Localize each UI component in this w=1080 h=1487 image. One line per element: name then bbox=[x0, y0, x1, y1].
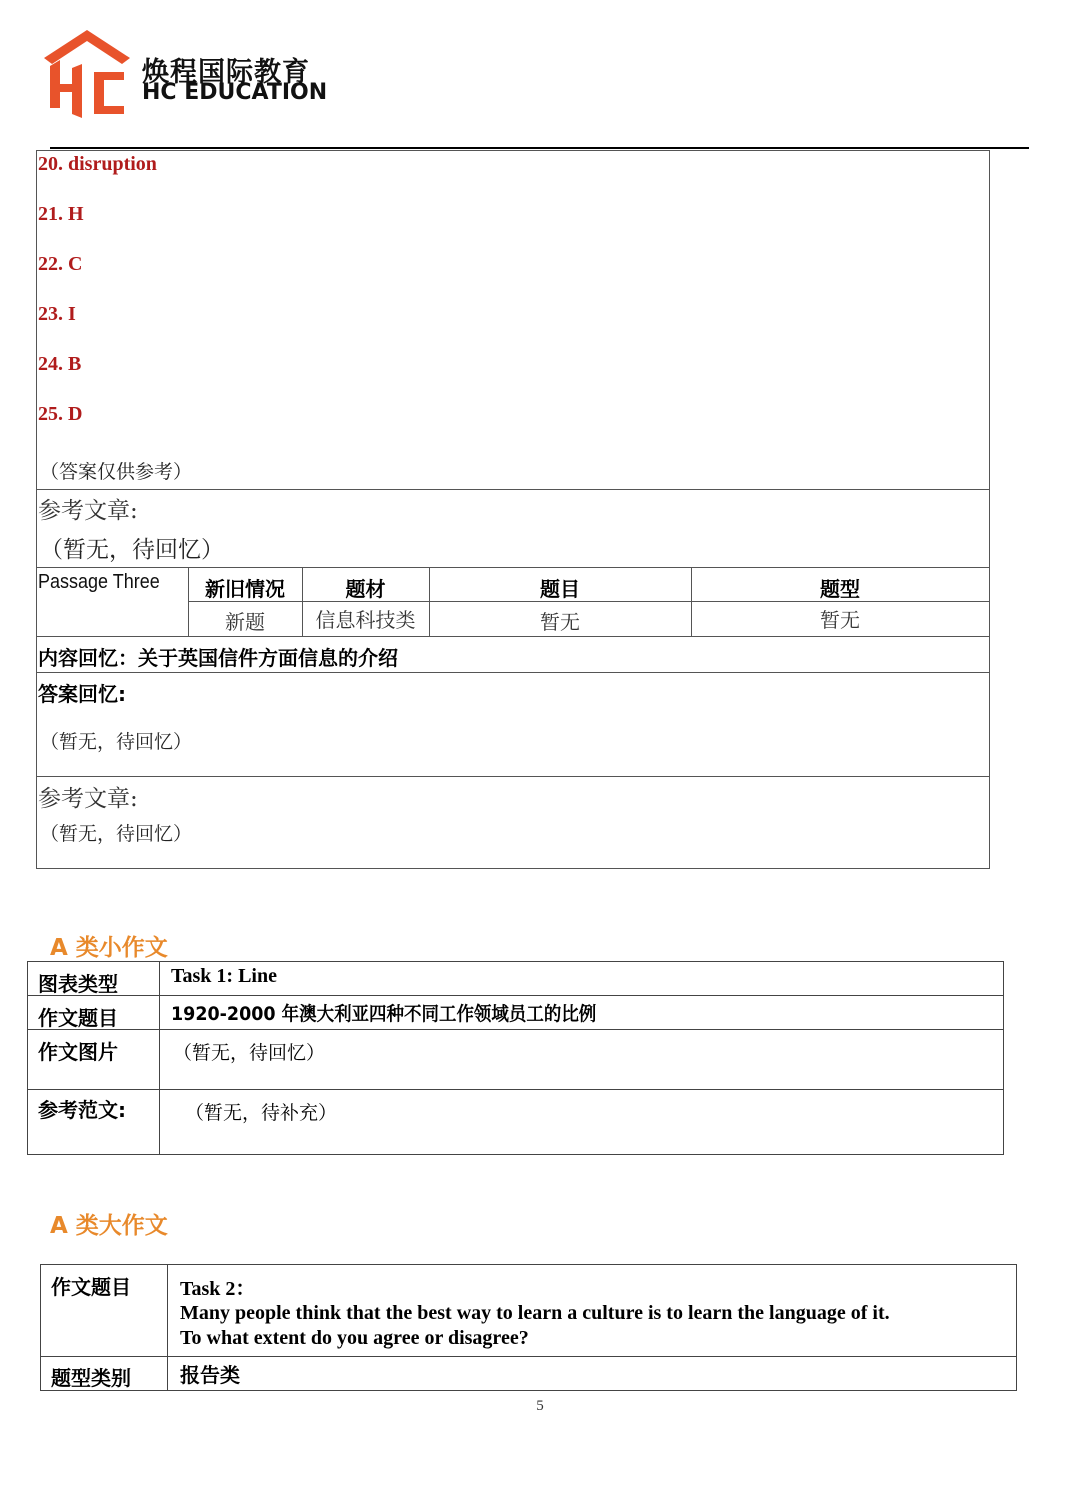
passage-three-label: Passage Three bbox=[38, 571, 160, 593]
task2-title-label: 作文题目 bbox=[51, 1275, 131, 1299]
ref-article-label: 参考文章: bbox=[38, 786, 138, 812]
answer-item: 23. I bbox=[38, 303, 76, 325]
task2-heading: Task 2： bbox=[180, 1278, 256, 1300]
table-border bbox=[28, 1029, 1003, 1030]
divider bbox=[37, 489, 989, 490]
answer-item: 20. disruption bbox=[38, 153, 157, 175]
divider bbox=[37, 776, 989, 777]
header-title: 题目 bbox=[540, 577, 580, 601]
brand-name-en: HC EDUCATION bbox=[142, 80, 328, 105]
task2-type-value: 报告类 bbox=[180, 1363, 240, 1387]
table-border bbox=[159, 962, 160, 1154]
answer-recall-label: 答案回忆: bbox=[38, 682, 126, 706]
chart-type-value: Task 1: Line bbox=[171, 965, 277, 987]
header-divider bbox=[50, 147, 1029, 149]
table-border bbox=[167, 1265, 168, 1390]
table-border bbox=[41, 1356, 1016, 1357]
essay-title-value: 1920-2000 年澳大利亚四种不同工作领域员工的比例 bbox=[171, 1003, 597, 1025]
header-question-type: 题型 bbox=[820, 577, 860, 601]
ref-article-value: （暂无，待回忆） bbox=[40, 823, 193, 845]
divider bbox=[37, 567, 989, 568]
sample-essay-value: （暂无，待补充） bbox=[185, 1102, 338, 1124]
value-status: 新题 bbox=[225, 610, 265, 634]
table-border bbox=[28, 995, 1003, 996]
divider bbox=[37, 672, 989, 673]
divider bbox=[37, 636, 989, 637]
value-title: 暂无 bbox=[540, 610, 580, 634]
value-topic: 信息科技类 bbox=[315, 608, 416, 632]
task2-prompt-line: Many people think that the best way to learn a culture is to learn the language of it. bbox=[180, 1302, 890, 1324]
task2-type-label: 题型类别 bbox=[51, 1366, 131, 1390]
answers-disclaimer: （答案仅供参考） bbox=[40, 461, 193, 483]
essay-title-label: 作文题目 bbox=[38, 1006, 118, 1030]
table-border bbox=[28, 1089, 1003, 1090]
ref-article-value: （暂无，待回忆） bbox=[40, 537, 224, 563]
answer-recall-value: （暂无，待回忆） bbox=[40, 731, 193, 753]
essay-image-label: 作文图片 bbox=[38, 1040, 118, 1064]
chart-type-label: 图表类型 bbox=[38, 972, 118, 996]
task2-prompt-line: To what extent do you agree or disagree? bbox=[180, 1327, 529, 1349]
page-number: 5 bbox=[536, 1398, 544, 1414]
header-topic: 题材 bbox=[345, 577, 386, 601]
answer-item: 24. B bbox=[38, 353, 82, 375]
header-status: 新旧情况 bbox=[205, 577, 285, 601]
value-question-type: 暂无 bbox=[820, 608, 860, 632]
essay-image-value: （暂无，待回忆） bbox=[173, 1042, 326, 1064]
answer-item: 22. C bbox=[38, 253, 83, 275]
task2-section-title: A 类大作文 bbox=[50, 1213, 168, 1239]
brand-name-cn: 焕程国际教育 bbox=[142, 57, 310, 88]
task1-section-title: A 类小作文 bbox=[50, 935, 168, 961]
hc-logo-icon bbox=[42, 28, 132, 120]
content-recall: 内容回忆：关于英国信件方面信息的介绍 bbox=[38, 646, 398, 670]
ref-article-label: 参考文章: bbox=[38, 498, 138, 524]
sample-essay-label: 参考范文: bbox=[38, 1098, 126, 1122]
answer-item: 21. H bbox=[38, 203, 84, 225]
passage-answer-box bbox=[36, 150, 990, 869]
answer-item: 25. D bbox=[38, 403, 83, 425]
